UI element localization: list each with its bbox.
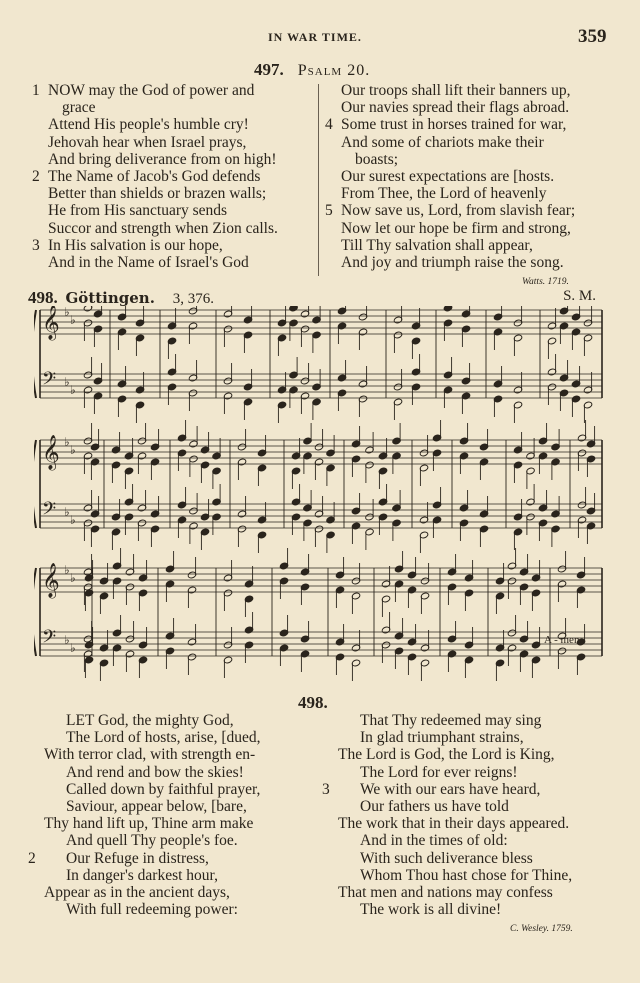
verse-text: Some trust in horses trained for war,	[341, 116, 567, 134]
verse-text: From Thee, the Lord of heavenly	[341, 185, 547, 203]
verse-text: Called down by faithful prayer,	[66, 780, 261, 798]
verse-text: With full redeeming power:	[66, 901, 238, 919]
verse-line	[338, 764, 572, 781]
verse-line	[341, 99, 575, 116]
verse-line	[341, 134, 575, 151]
stanza-number: 1	[32, 82, 40, 99]
verse-line	[48, 116, 278, 133]
verse-line	[44, 746, 261, 763]
verse-text: The Lord is God, the Lord is King,	[338, 746, 555, 764]
verse-text: Now let our hope be firm and strong,	[341, 219, 571, 237]
flat-sign: ♭	[64, 633, 70, 647]
verse-line	[341, 151, 575, 168]
verse-line	[44, 815, 261, 832]
stanza-number: 3	[322, 780, 330, 798]
tune-reference: 3, 376.	[172, 291, 214, 307]
hymn-498-left-column	[28, 712, 261, 919]
verse-text: The Lord of hosts, arise, [dued,	[66, 729, 261, 747]
running-title: IN WAR TIME.	[268, 30, 362, 44]
verse-text: Saviour, appear below, [bare,	[66, 797, 247, 815]
system-brace	[34, 568, 36, 656]
verse-text: With such deliverance bless	[360, 849, 533, 867]
verse-text: grace	[62, 99, 96, 117]
verse-line	[338, 867, 572, 884]
flat-sign: ♭	[70, 641, 76, 655]
verse-line	[32, 236, 278, 254]
verse-line	[322, 780, 572, 798]
page-number: 359	[578, 26, 607, 47]
hymn-497-left-column	[32, 82, 278, 271]
verse-line	[48, 202, 278, 219]
verse-text: Thy hand lift up, Thine arm make	[44, 815, 254, 833]
verse-line	[341, 220, 575, 237]
flat-sign: ♭	[64, 375, 70, 389]
hymn-497-attribution: Watts. 1719.	[522, 277, 569, 287]
bass-clef: 𝄢	[42, 499, 57, 524]
stanza-number: 4	[325, 116, 333, 134]
stanza-number: 2	[28, 849, 36, 867]
verse-text: And rend and bow the skies!	[66, 763, 244, 781]
verse-line	[338, 850, 572, 867]
verse-text: And in the Name of Israel's God	[48, 253, 249, 271]
verse-text: Now save us, Lord, from slavish fear;	[341, 202, 576, 220]
verse-text: Appear as in the ancient days,	[44, 883, 230, 901]
hymn-498-right-column	[322, 712, 573, 919]
verse-text: And some of chariots make their	[341, 133, 544, 151]
verse-text: The Name of Jacob's God defends	[48, 167, 261, 185]
verse-line	[32, 82, 278, 99]
verse-text: Our surest expectations are [hosts.	[341, 167, 555, 185]
stanza-number: 5	[325, 202, 333, 220]
verse-line	[341, 82, 575, 99]
verse-line	[325, 202, 576, 220]
flat-sign: ♭	[64, 563, 70, 577]
flat-sign: ♭	[64, 505, 70, 519]
verse-line	[44, 867, 261, 884]
hymn-497-number: 497.	[254, 60, 284, 79]
verse-text: That Thy redeemed may sing	[360, 712, 542, 729]
bass-clef: 𝄢	[42, 627, 57, 652]
verse-text: Attend His people's humble cry!	[48, 116, 249, 134]
verse-text: With terror clad, with strength en-	[44, 746, 256, 764]
verse-line	[44, 729, 261, 746]
music-score	[34, 306, 610, 696]
verse-line	[44, 764, 261, 781]
verse-line	[48, 220, 278, 237]
flat-sign: ♭	[70, 383, 76, 397]
verse-line	[44, 712, 261, 729]
verse-line	[28, 849, 261, 867]
treble-clef: 𝄞	[42, 435, 60, 470]
verse-line	[32, 167, 278, 185]
tune-meter: S. M.	[563, 288, 596, 304]
verse-text: Better than shields or brazen walls;	[48, 185, 267, 203]
hymn-497-right-column	[325, 82, 576, 271]
amen-label: A - men.	[544, 634, 583, 646]
system-brace	[34, 440, 36, 528]
verse-line	[338, 832, 572, 849]
treble-clef: 𝄞	[42, 306, 60, 340]
verse-text: In danger's darkest hour,	[66, 866, 218, 884]
verse-text: NOW may the God of power and	[48, 82, 255, 99]
column-divider	[318, 84, 319, 276]
system-brace	[34, 310, 36, 398]
verse-text: boasts;	[355, 150, 399, 168]
verse-line	[341, 168, 575, 185]
verse-line	[338, 901, 572, 918]
verse-text: Till Thy salvation shall appear,	[341, 236, 533, 254]
hymn-497-source: Psalm 20.	[297, 62, 371, 79]
stanza-number: 2	[32, 167, 40, 185]
verse-line	[44, 798, 261, 815]
verse-line	[338, 712, 572, 729]
flat-sign: ♭	[70, 313, 76, 327]
verse-line	[48, 151, 278, 168]
verse-text: That men and nations may confess	[338, 883, 553, 901]
verse-line	[44, 884, 261, 901]
flat-sign: ♭	[64, 306, 70, 319]
verse-line	[341, 237, 575, 254]
flat-sign: ♭	[64, 435, 70, 449]
verse-text: Our fathers us have told	[360, 797, 509, 815]
verse-line	[44, 832, 261, 849]
verse-text: The work that in their days appeared.	[338, 815, 570, 833]
hymn-498-number: 498.	[298, 693, 328, 712]
verse-text: Succor and strength when Zion calls.	[48, 219, 278, 237]
stanza-number: 3	[32, 236, 40, 254]
verse-line	[338, 798, 572, 815]
verse-line	[341, 254, 575, 271]
page-header	[0, 26, 640, 50]
verse-text: In glad triumphant strains,	[360, 729, 524, 747]
verse-line	[325, 116, 575, 134]
verse-text: The work is all divine!	[360, 901, 502, 919]
flat-sign: ♭	[70, 513, 76, 527]
tune-heading	[28, 288, 608, 308]
verse-line	[338, 729, 572, 746]
verse-line	[48, 254, 278, 271]
verse-text: Whom Thou hast chose for Thine,	[360, 866, 573, 884]
verse-text: We with our ears have heard,	[360, 780, 541, 798]
verse-text: LET God, the mighty God,	[66, 712, 234, 729]
hymn-497-heading	[254, 60, 370, 80]
flat-sign: ♭	[70, 443, 76, 457]
flat-sign: ♭	[70, 571, 76, 585]
verse-line	[338, 746, 572, 763]
treble-clef: 𝄞	[42, 563, 60, 598]
verse-line	[44, 781, 261, 798]
verse-text: Jehovah hear when Israel prays,	[48, 133, 247, 151]
verse-line	[341, 185, 575, 202]
verse-text: And in the times of old:	[360, 832, 508, 850]
verse-text: In His salvation is our hope,	[48, 236, 223, 254]
verse-line	[44, 901, 261, 918]
bass-clef: 𝄢	[42, 369, 57, 394]
verse-line	[338, 815, 572, 832]
tune-number: 498.	[28, 288, 58, 307]
verse-line	[48, 134, 278, 151]
verse-line	[338, 884, 572, 901]
verse-text: He from His sanctuary sends	[48, 202, 228, 220]
verse-line	[48, 99, 278, 116]
hymn-498-attribution: C. Wesley. 1759.	[510, 924, 573, 934]
verse-text: And bring deliverance from on high!	[48, 150, 277, 168]
verse-text: The Lord for ever reigns!	[360, 763, 518, 781]
verse-text: Our troops shall lift their banners up,	[341, 82, 571, 99]
tune-name: Göttingen.	[65, 289, 155, 307]
verse-line	[48, 185, 278, 202]
verse-text: And quell Thy people's foe.	[66, 832, 238, 850]
verse-text: Our Refuge in distress,	[66, 849, 209, 867]
verse-text: And joy and triumph raise the song.	[341, 253, 564, 271]
verse-text: Our navies spread their flags abroad.	[341, 99, 570, 117]
